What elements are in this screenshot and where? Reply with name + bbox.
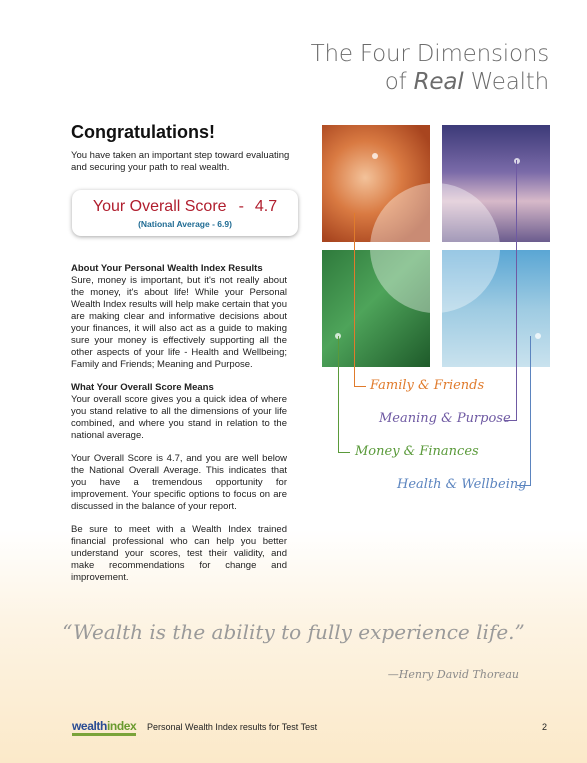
about-heading: About Your Personal Wealth Index Results	[71, 263, 263, 274]
center-circle	[370, 183, 500, 313]
score-label: Your Overall Score	[92, 198, 227, 215]
logo-part-2: index	[106, 719, 137, 733]
results-body	[71, 263, 287, 595]
money-connector	[338, 336, 339, 453]
logo-part-1: wealth	[72, 719, 107, 733]
footer-text: Personal Wealth Index results for Test Test	[147, 722, 318, 732]
header-line-1: The Four Dimensions	[310, 41, 549, 67]
meaning-connector	[516, 160, 517, 421]
score-dash: -	[238, 198, 244, 215]
score-explanation-text: Your Overall Score is 4.7, and you are well below the National Overall Average. This indicates that you have a tremendous opportunity for improvement. Your specific options to focus on are discussed in the balance of your report.	[71, 453, 287, 512]
score-line	[72, 198, 298, 216]
health-dot	[535, 333, 541, 339]
header-line-2-post: Wealth	[463, 69, 549, 95]
logo-underline	[72, 733, 136, 736]
thoreau-quote: “Wealth is the ability to fully experience life.”	[62, 620, 525, 644]
intro-text: You have taken an important step toward evaluating and securing your path to real wealth.	[71, 150, 290, 173]
header-line-2	[311, 68, 549, 96]
family-dot	[372, 153, 378, 159]
family-connector-tick	[354, 386, 366, 387]
score-value: 4.7	[254, 198, 278, 215]
overall-score-box	[72, 190, 298, 236]
wealthindex-logo	[72, 719, 136, 733]
legend-health: Health & Wellbeing	[397, 477, 527, 492]
money-connector-tick	[338, 452, 350, 453]
meet-professional-text: Be sure to meet with a Wealth Index trained financial professional who can help you better understand your scores, test their validity, and make recommendations for change and improvement.	[71, 524, 287, 583]
page-number: 2	[541, 722, 547, 732]
header-line-2-pre: of	[384, 69, 414, 95]
header-line-2-em: Real	[413, 69, 464, 95]
legend-meaning: Meaning & Purpose	[379, 411, 511, 426]
family-connector	[354, 213, 355, 387]
congratulations-heading: Congratulations!	[71, 122, 215, 142]
national-average: (National Average - 6.9)	[138, 219, 232, 229]
page-header-title	[311, 40, 549, 96]
quote-author: —Henry David Thoreau	[387, 668, 519, 681]
health-connector	[530, 336, 531, 486]
about-text: Sure, money is important, but it's not really about the money, it's about life! While your Personal Wealth Index results will help make certain that you are making clear and informative decisions about your finances, it will also act as a guide to making sure your money is effectively supporting all the other aspects of your life - Health and Wellbeing; Family and Friends; Meaning and Purpose.	[71, 275, 287, 370]
means-heading: What Your Overall Score Means	[71, 382, 214, 393]
legend-family: Family & Friends	[370, 378, 485, 393]
legend-money: Money & Finances	[355, 444, 479, 459]
means-text: Your overall score gives you a quick idea of where you stand relative to all the dimensions of your life combined, and where you stand in relation to the national average.	[71, 394, 287, 441]
meaning-dot	[514, 158, 520, 164]
